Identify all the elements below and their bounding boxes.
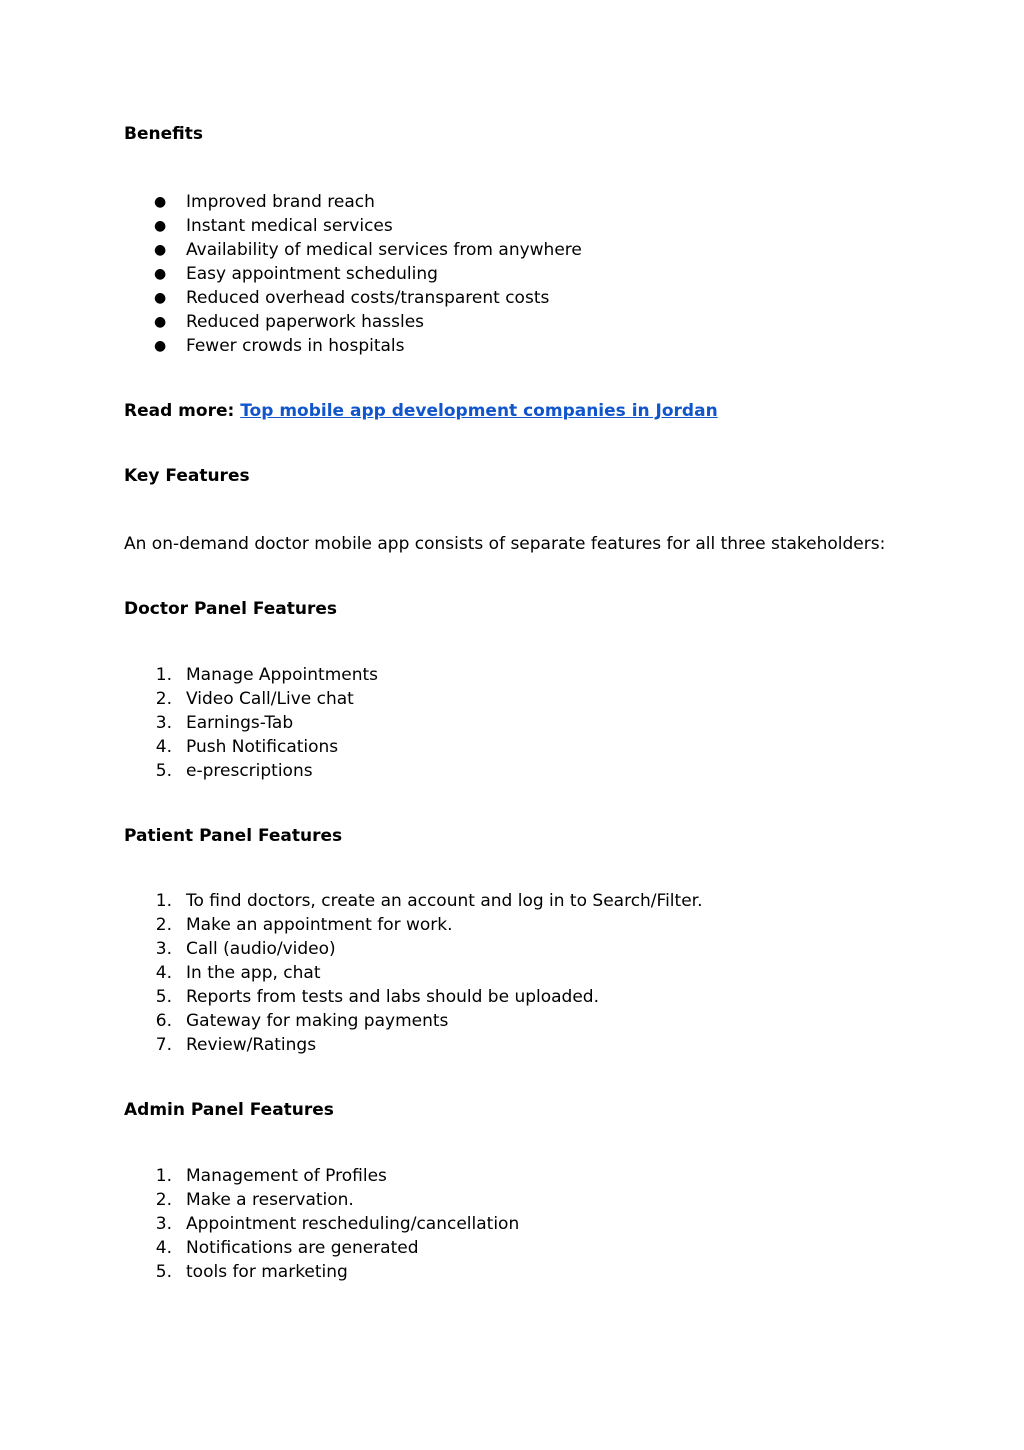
read-more-label: Read more: (124, 401, 235, 421)
bullet-icon: ● (154, 242, 167, 258)
list-item-text: Fewer crowds in hospitals (186, 336, 405, 356)
list-number: 3. (155, 1214, 172, 1234)
bullet-icon: ● (154, 338, 167, 354)
list-number: 6. (155, 1011, 172, 1031)
list-item-text: Notifications are generated (186, 1238, 419, 1258)
list-number: 3. (155, 713, 172, 733)
list-item-text: Reduced overhead costs/transparent costs (186, 288, 550, 308)
benefits-heading: Benefits (124, 124, 203, 144)
list-number: 2. (155, 1190, 172, 1210)
list-number: 5. (155, 987, 172, 1007)
list-item-text: Make an appointment for work. (186, 915, 453, 935)
list-item-text: In the app, chat (186, 963, 321, 983)
list-item-text: Reports from tests and labs should be uploaded. (186, 987, 599, 1007)
list-item-text: Instant medical services (186, 216, 393, 236)
list-number: 4. (155, 963, 172, 983)
list-number: 1. (155, 1166, 172, 1186)
list-item-text: Availability of medical services from anywhere (186, 240, 582, 260)
read-more (124, 401, 718, 421)
key-features-intro: An on-demand doctor mobile app consists of separate features for all three stakeholders: (124, 534, 886, 554)
read-more-link[interactable]: Top mobile app development companies in Jordan (240, 401, 718, 421)
list-number: 1. (155, 665, 172, 685)
bullet-icon: ● (154, 314, 167, 330)
key-features-heading: Key Features (124, 466, 250, 486)
list-number: 2. (155, 915, 172, 935)
list-number: 5. (155, 1262, 172, 1282)
list-item-text: Gateway for making payments (186, 1011, 449, 1031)
list-item-text: Call (audio/video) (186, 939, 336, 959)
list-number: 3. (155, 939, 172, 959)
list-item-text: Appointment rescheduling/cancellation (186, 1214, 520, 1234)
list-number: 4. (155, 737, 172, 757)
list-item-text: To find doctors, create an account and log in to Search/Filter. (186, 891, 703, 911)
list-number: 4. (155, 1238, 172, 1258)
list-item-text: e-prescriptions (186, 761, 313, 781)
list-item-text: Make a reservation. (186, 1190, 354, 1210)
list-item-text: Push Notifications (186, 737, 339, 757)
list-number: 1. (155, 891, 172, 911)
list-item-text: Manage Appointments (186, 665, 379, 685)
list-item-text: Earnings-Tab (186, 713, 294, 733)
list-item-text: Reduced paperwork hassles (186, 312, 425, 332)
bullet-icon: ● (154, 194, 167, 210)
patient-panel-heading: Patient Panel Features (124, 826, 343, 846)
list-item-text: Video Call/Live chat (186, 689, 354, 709)
list-item-text: Easy appointment scheduling (186, 264, 438, 284)
doctor-panel-heading: Doctor Panel Features (124, 599, 338, 619)
bullet-icon: ● (154, 290, 167, 306)
list-item-text: Improved brand reach (186, 192, 375, 212)
list-number: 2. (155, 689, 172, 709)
list-number: 5. (155, 761, 172, 781)
bullet-icon: ● (154, 218, 167, 234)
admin-panel-heading: Admin Panel Features (124, 1100, 334, 1120)
list-item-text: tools for marketing (186, 1262, 348, 1282)
list-number: 7. (155, 1035, 172, 1055)
bullet-icon: ● (154, 266, 167, 282)
list-item-text: Management of Profiles (186, 1166, 387, 1186)
list-item-text: Review/Ratings (186, 1035, 317, 1055)
